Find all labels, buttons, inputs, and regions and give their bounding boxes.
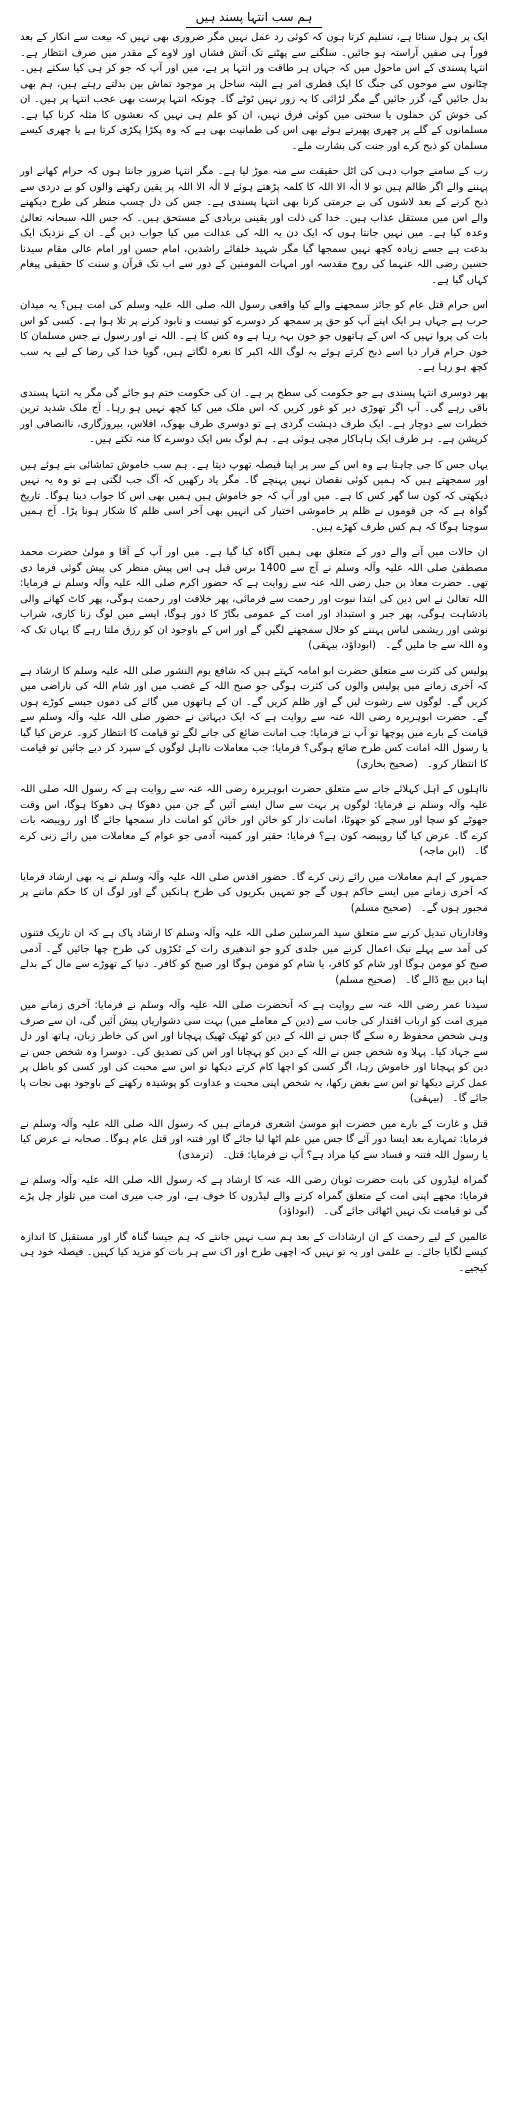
article-paragraph: وفاداریاں تبدیل کرنے سے متعلق سید المرسلین صلی اللہ علیہ وآلہ وسلم کا ارشاد پاک ہے کہ ان تاریک فتنوں کی آمد سے پہلے نیک اعمال کرنے میں جلدی کرو جو اندھیری رات کے ٹکڑوں کی طرح چھا جائیں گے۔ آدمی صبح کو مومن ہوگا اور شام کو کافر، یا شام کو مومن ہوگا اور صبح کو کافر۔ دنیا کے تھوڑے سے مال کے بدلے اپنا دین بیچ ڈالے گا۔ (صحیح مسلم) [20, 926, 488, 988]
article-paragraph: رب کے سامنے جواب دہی کی اٹل حقیقت سے منہ موڑ لیا ہے۔ مگر انتہا ضرور جانتا ہوں کہ حرام کھانے اور پہننے والے اگر ظالم ہیں تو لا الٰہ الا اللہ کا کلمہ پڑھتے ہوئے لا الٰہ الا اللہ پر یقین رکھنے والوں کو بے دردی سے ذبح کرنے کے بعد لاشوں کی بے حرمتی کرنا بھی انتہا پسندی ہے۔ جس کی دل چسپ منظر کی طرح دیکھنے والے اس میں مستقل عذاب ہیں۔ خدا کی ذلت اور یقینی بربادی کے مستحق ہیں۔ کہ جس اللہ سبحانہ تعالیٰ وعدہ کیا ہے۔ میں نہیں جانتا ہوں کہ ایک دن یہ اللہ کی عدالت میں کیا جواب دیں گے۔ ان کے نزدیک ایک بدعت ہے جسے زیادہ کچھ نہیں سمجھا گیا مگر شہید خلفائے راشدین، امام حسن اور امام عالی مقام سیدنا حسین رضی اللہ عنہما کی روح مقدسہ اور امہات المومنین کے دور سے اب تک قرآن و سنت کا حقیقی پیغام کہاں گیا ہے۔ [20, 166, 488, 286]
hadith-citation: (ترمذی) [178, 1149, 214, 1161]
hadith-citation: (ابن ماجہ) [419, 846, 465, 857]
article-paragraph: گمراہ لیڈروں کی بابت حضرت ثوبان رضی اللہ عنہ کا ارشاد ہے کہ رسول اللہ صلی اللہ علیہ وآلہ وسلم نے فرمایا: مجھے اپنی امت کے متعلق گمراہ کرنے والے لیڈروں کا خوف ہے، اور جب میری امت میں تلوار چل پڑے گی تو قیامت تک نہیں اٹھائی جائے گی۔ (ابوداؤد) [20, 1173, 488, 1220]
hadith-citation: (ابوداؤد) [278, 1206, 315, 1217]
article-title [20, 8, 488, 28]
article-paragraph: پولیس کی کثرت سے متعلق حضرت ابو امامہ کہتے ہیں کہ شافع یوم النشور صلی اللہ علیہ وسلم کا ارشاد ہے کہ آخری زمانے میں پولیس والوں کی کثرت ہوگی جو صبح اللہ کے غضب میں اور شام اللہ کی ناراضی میں کریں گے۔ لوگوں سے رشوت لیں گے اور ظلم کریں گے۔ ان کے ہاتھوں میں گائے کی دموں جیسے کوڑے ہوں گے۔ حضرت ابوہریرہ رضی اللہ عنہ سے روایت ہے کہ ایک دیہاتی نے حضور صلی اللہ علیہ وآلہ وسلم سے قیامت کے بارے میں پوچھا تو آپ نے فرمایا: جب امانت ضائع کی جانے لگے تو قیامت کا انتظار کرو۔ عرض کیا گیا یا رسول اللہ امانت کس طرح ضائع ہوگی؟ فرمایا: جب معاملات نااہل لوگوں کے سپرد کر دیے جائیں تو قیامت کا انتظار کرو۔ (صحیح بخاری) [20, 664, 488, 773]
article-paragraph: سیدنا عمر رضی اللہ عنہ سے روایت ہے کہ آنحضرت صلی اللہ علیہ وآلہ وسلم نے فرمایا: آخری زمانے میں میری امت کو ارباب اقتدار کی جانب سے (دین کے معاملے میں) بہت سی دشواریاں پیش آئیں گی، ان سے صرف وہی شخص محفوظ رہ سکے گا جس نے اللہ کے دین کو ٹھیک ٹھیک پہچانا اور اس کی خاطر زبان، ہاتھ اور دل سے جہاد کیا۔ پہلا وہ شخص جس نے اللہ کے دین کو پہچانا اور اس کی تصدیق کی۔ دوسرا وہ شخص جس نے دین کو پہچانا اور خاموش رہا، اگر کسی کو اچھا کام کرتے دیکھا تو اس سے محبت کی اور کسی کو باطل پر عمل کرتے دیکھا تو اس سے بغض رکھا، یہ شخص اپنی محبت و عداوت کو پوشیدہ رکھنے کے باوجود بھی نجات پا جائے گا۔ (بیہقی) [20, 998, 488, 1107]
hadith-citation: (بیہقی) [409, 1093, 444, 1104]
hadith-citation: (ابوداؤد، بیہقی) [308, 640, 377, 651]
article-paragraph: نااہلوں کے اہل کہلائے جانے سے متعلق حضرت ابوہریرہ رضی اللہ عنہ سے روایت ہے کہ رسول اللہ صلی اللہ علیہ وآلہ وسلم نے فرمایا: لوگوں پر بہت سے سال ایسے آئیں گے جن میں دھوکا ہی دھوکا ہوگا، اس وقت جھوٹے کو سچا اور سچے کو جھوٹا، امانت دار کو خائن اور خائن کو امانت دار سمجھا جائے گا اور رویبضہ بات کرے گا۔ عرض کیا گیا رویبضہ کون ہے؟ فرمایا: حقیر اور کمینہ آدمی جو عوام کے معاملات میں رائے زنی کرے گا۔ (ابن ماجہ) [20, 782, 488, 860]
article-paragraph: ان حالات میں آنے والے دور کے متعلق بھی ہمیں آگاہ کیا گیا ہے۔ میں اور آپ کے آقا و مولیٰ حضرت محمد مصطفیٰ صلی اللہ علیہ وآلہ وسلم نے آج سے 1400 برس قبل ہی اس پیش منظر کی پیش گوئی فرما دی تھی۔ حضرت معاذ بن جبل رضی اللہ عنہ سے روایت ہے کہ حضور اکرم صلی اللہ علیہ وآلہ وسلم نے فرمایا: اللہ تعالیٰ نے اس دین کی ابتدا نبوت اور رحمت سے فرمائی، پھر خلافت اور رحمت ہوگی، پھر کاٹ کھانے والی بادشاہت ہوگی، پھر جبر و استبداد اور امت کے عمومی بگاڑ کا دور ہوگا، ایسے میں لوگ زنا کاری، شراب نوشی اور ریشمی لباس پہننے کو حلال سمجھنے لگیں گے اور اس کے باوجود ان کو رزق ملتا رہے گا یہاں تک کہ وہ اللہ سے جا ملیں گے۔ (ابوداؤد، بیہقی) [20, 545, 488, 654]
article-paragraph: جمہور کے اہم معاملات میں رائے زنی کرے گا۔ حضور اقدس صلی اللہ علیہ وآلہ وسلم نے یہ بھی ارشاد فرمایا کہ آخری زمانے میں ایسے حاکم ہوں گے جو تمہیں بکریوں کی طرح ہانکیں گے اور لوگ ان کا حکم ماننے پر مجبور ہوں گے۔ (صحیح مسلم) [20, 870, 488, 917]
article-paragraph: قتل و غارت کے بارے میں حضرت ابو موسیٰ اشعری فرماتے ہیں کہ رسول اللہ صلی اللہ علیہ وآلہ وسلم نے فرمایا: تمہارے بعد ایسا دور آئے گا جس میں علم اٹھا لیا جائے گا اور فتنہ اور قتل عام ہوگا۔ صحابہ نے عرض کیا یا رسول اللہ فتنہ و فساد سے کیا مراد ہے؟ آپ نے فرمایا: قتل۔ (ترمذی) [20, 1117, 488, 1164]
hadith-citation: (صحیح بخاری) [356, 758, 418, 770]
hadith-citation: (صحیح مسلم) [350, 902, 412, 914]
article-paragraph: یہاں جس کا جی چاہتا ہے وہ اس کے سر پر اپنا فیصلہ تھوپ دیتا ہے۔ ہم سب خاموش تماشائی بنے ہوئے ہیں اور سمجھتے ہیں کہ ہمیں کوئی نقصان نہیں پہنچے گا۔ مگر یاد رکھیں کہ آگ جب لگتی ہے تو وہ یہ نہیں دیکھتی کہ کون سا گھر کس کا ہے۔ میں اور آپ کہ جو خاموش ہیں ہمیں بھی اس کا جواب دینا ہوگا۔ تاریخ گواہ ہے کہ جن قوموں نے ظلم پر خاموشی اختیار کی انہیں بھی آخر اسی ظلم کا شکار ہونا پڑا۔ آج ہمیں سوچنا ہوگا کہ ہم کس طرف کھڑے ہیں۔ [20, 459, 488, 533]
article-title-text: ہم سب انتہا پسند ہیں [186, 8, 323, 28]
hadith-citation: (صحیح مسلم) [335, 974, 396, 986]
article-paragraph: عالمین کے لیے رحمت کے ان ارشادات کے بعد ہم سب نہیں جانتے کہ ہم جیسا گناہ گار اور مستقبل کا اندازہ کیسے لگایا جائے۔ بے علمی اور یہ تو نہیں کہ اچھی طرح اور اک سے ہر بات کو مزید کیا کہیں۔ فیصلہ خود ہی کیجیے۔ [20, 1231, 488, 1274]
article-paragraph: پھر دوسری انتہا پسندی ہے جو حکومت کی سطح پر ہے۔ ان کی حکومت ختم ہو جائے گی مگر یہ انتہا پسندی باقی رہے گی۔ آپ اگر تھوڑی دیر کو غور کریں کہ اس ملک میں کیا کچھ نہیں ہو رہا۔ آج ملک شدید ترین خطرات سے دوچار ہے۔ ایک طرف دہشت گردی ہے تو دوسری طرف بھوک، افلاس، بیروزگاری، ناانصافی اور کرپشن ہے۔ ہر طرف ایک ہاہاکار مچی ہوئی ہے۔ ہم لوگ بس ایک دوسرے کا منہ تکتے ہیں۔ [20, 387, 488, 445]
article-paragraph: اس حرام قتل عام کو جائز سمجھنے والے کیا واقعی رسول اللہ صلی اللہ علیہ وسلم کی امت ہیں؟ یہ میدان حرب ہے جہاں ہر ایک اپنے آپ کو حق پر سمجھ کر دوسرے کو نیست و نابود کرنے پر تلا ہوا ہے۔ کسی کو اس بات کی پروا نہیں کہ اس کے ہاتھوں جو خون بہہ رہا ہے وہ کس کا ہے۔ اللہ نے اور رسول نے جس مسلمان کا خون حرام قرار دیا اسے ذبح کرتے ہوئے یہ لوگ اللہ اکبر کا نعرہ لگاتے ہیں، گویا خدا کی رضا کے لیے یہ سب کچھ ہو رہا ہے۔ [20, 300, 488, 373]
article-paragraph: ایک پر ہول سناٹا ہے، تسلیم کرتا ہوں کہ کوئی رد عمل نہیں مگر ضروری بھی نہیں کہ بیعت سے انکار کے بعد فوراً ہی صفیں آراستہ ہو جائیں۔ سلگنے سے پھٹنے تک آتش فشاں اور لاوے کے مقدر میں صرف انتظار ہے۔ انتہا پسندی کے اس ماحول میں کہ جہاں ہر طاقت ور انتہا پر ہے، میں اور آپ کہ جو کر ہی کیا سکتے ہیں۔ چٹانوں سے موجوں کی جنگ کا ایک فطری امر ہے البتہ ساحل پر موجود تماش بین بدلتے رہتے ہیں، ہم بھی بدل جائیں گے، گزر جائیں گے مگر لڑائی کا یہ زور نہیں ٹوٹے گا۔ چونکہ انتہا پرست بھی عجب انتہا پر ہیں۔ ان کی خوش کن حملوں یا سختی میں کوئی فرق نہیں، ان کو علم ہی نہیں کہ نعشوں کا مثلہ کرنا کیا ہے۔ مسلمانوں کے گلے پر چھری پھیرتے ہوئے بھی اس کی طمانیت بھی ہے کہ وہ پکڑا پکڑی کرتا ہے یا چھری کیسے مسلمان کو ذبح کرے اور جنت کی بشارت ملے۔ [20, 32, 488, 152]
